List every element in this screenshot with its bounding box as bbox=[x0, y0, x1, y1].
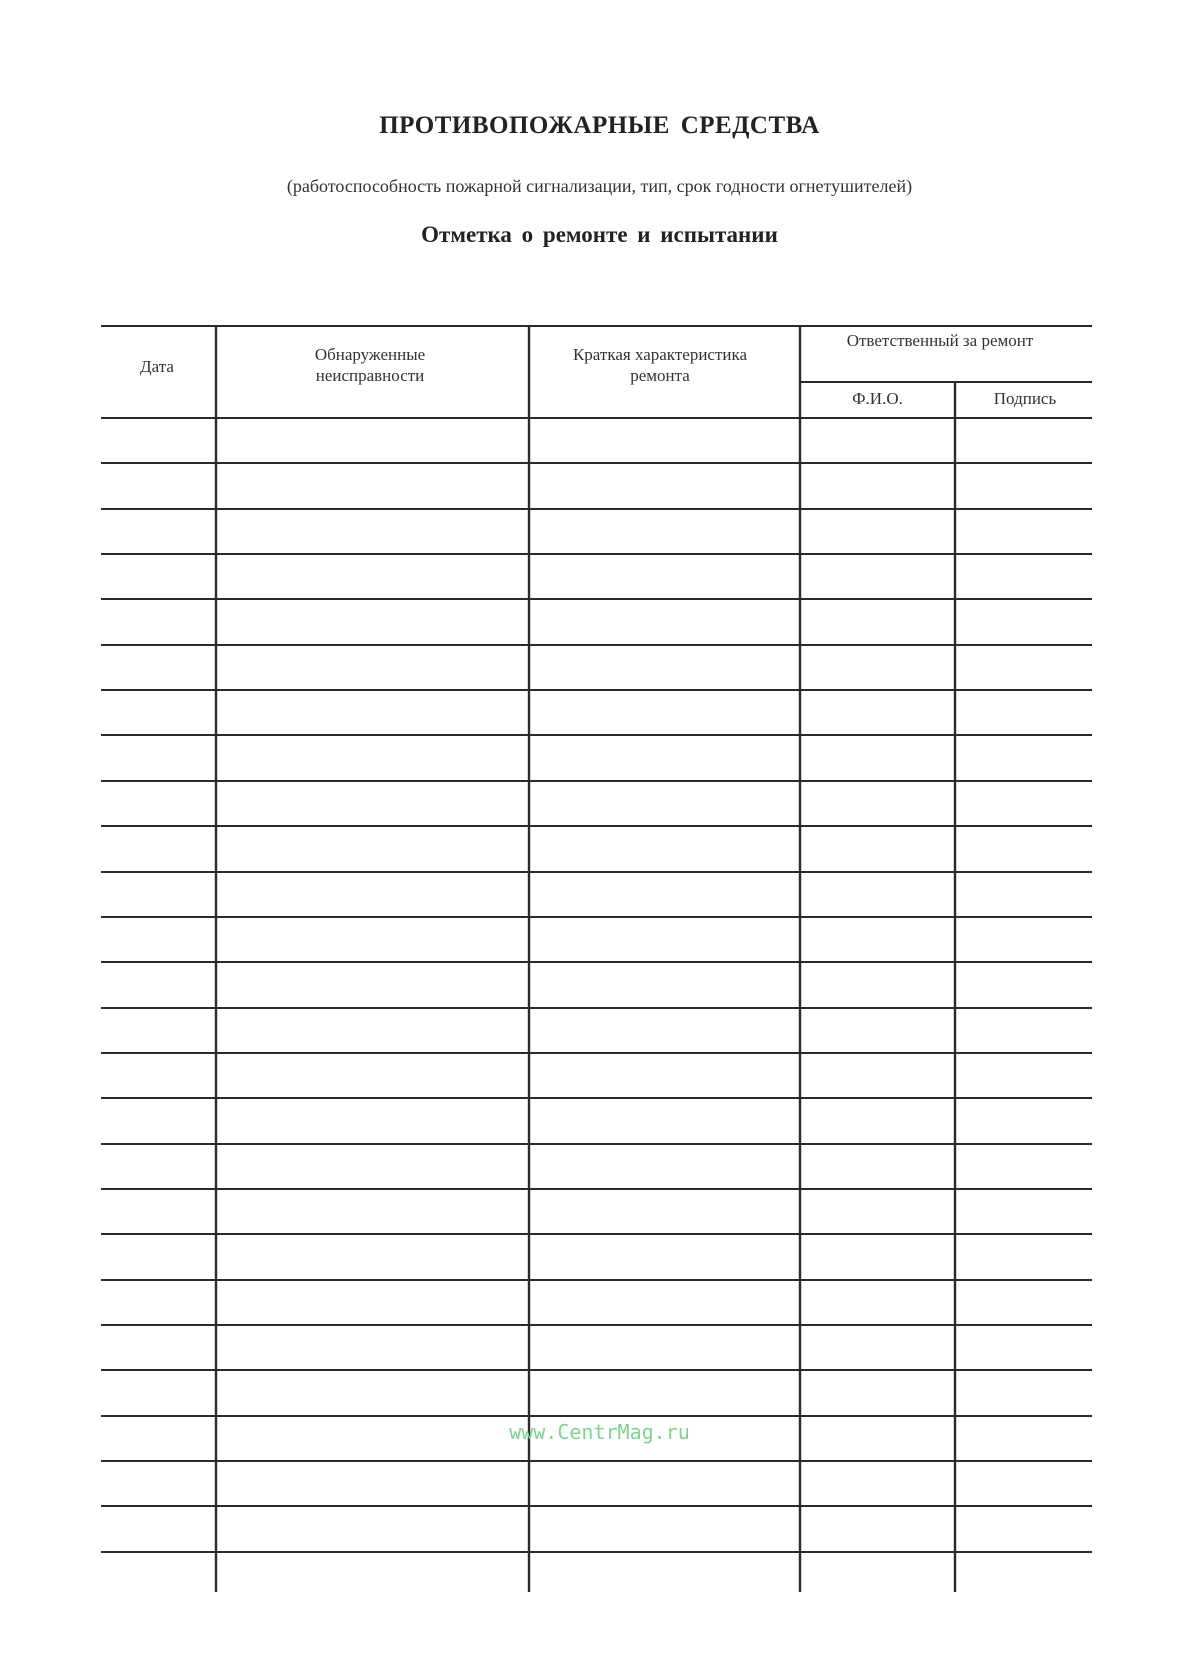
table-row-lines bbox=[101, 326, 1092, 1552]
column-header-fio: Ф.И.О. bbox=[852, 389, 903, 408]
column-header-responsible: Ответственный за ремонт bbox=[846, 331, 1034, 350]
column-header-date: Дата bbox=[140, 357, 174, 376]
page-subtitle: (работоспособность пожарной сигнализации, тип, срок годности огнетушителей) bbox=[286, 176, 913, 196]
column-header-repair: Краткая характеристика ремонта bbox=[572, 345, 748, 385]
section-title: Отметка о ремонте и испытании bbox=[421, 222, 778, 247]
watermark: www.CentrMag.ru bbox=[509, 1420, 690, 1444]
page-title: ПРОТИВОПОЖАРНЫЕ СРЕДСТВА bbox=[379, 112, 820, 139]
column-header-signature: Подпись bbox=[993, 389, 1057, 408]
table-column-lines bbox=[216, 326, 955, 1592]
column-header-faults: Обнаруженные неисправности bbox=[314, 345, 426, 385]
